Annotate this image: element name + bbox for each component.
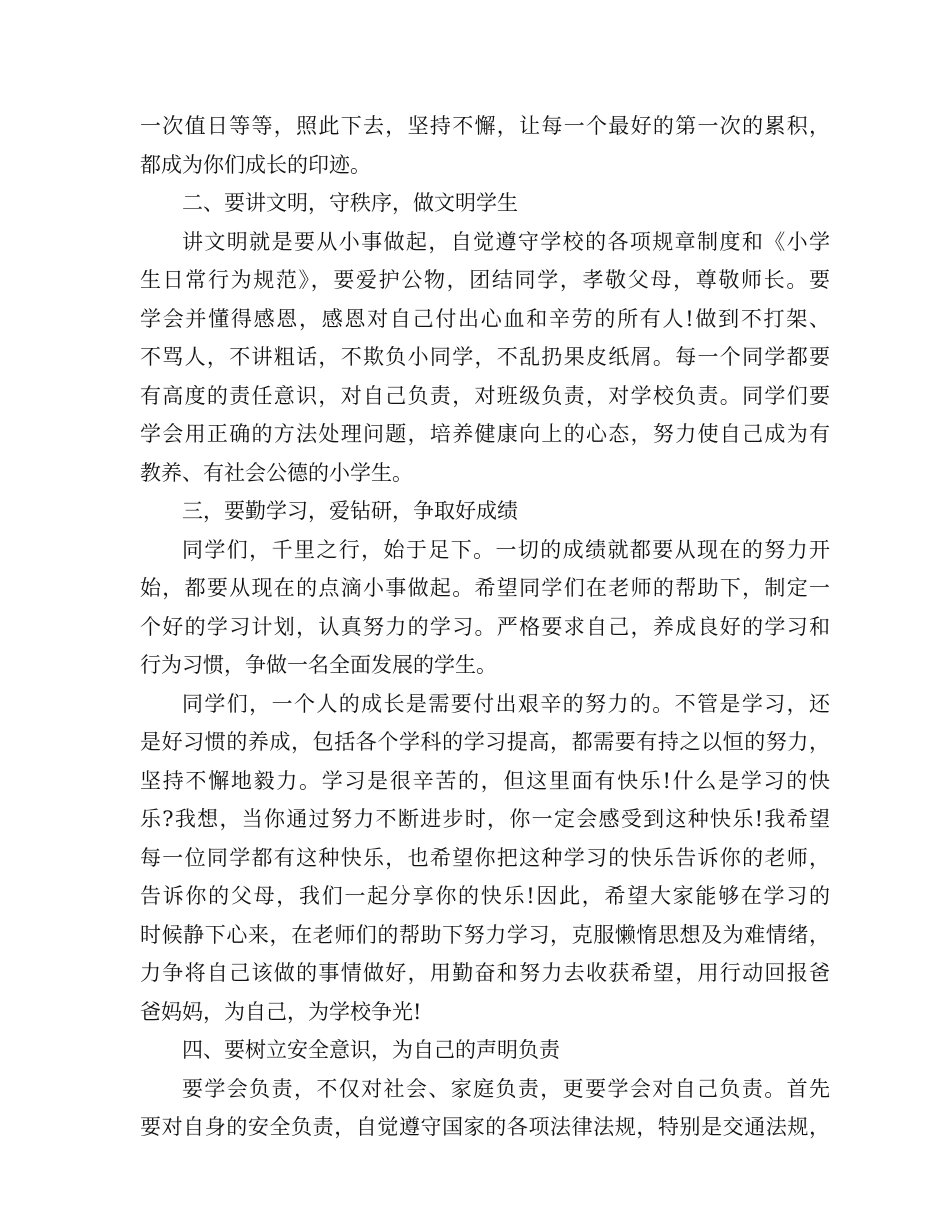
text-line: 行为习惯，争做一名全面发展的学生。 (140, 653, 497, 677)
body-text (140, 107, 830, 1147)
text-line: 四、要树立安全意识，为自己的声明负责 (182, 1038, 560, 1062)
text-line: 要学会负责，不仅对社会、家庭负责，更要学会对自己负责。首先 (182, 1076, 830, 1101)
text-line: 生日常行为规范》，要爱护公物，团结同学，孝敬父母，尊敬师长。要 (140, 268, 830, 292)
text-line: 力争将自己该做的事情做好，用勤奋和努力去收获希望，用行动回报爸 (140, 961, 830, 985)
text-line: 讲文明就是要从小事做起，自觉遵守学校的各项规章制度和《小学 (182, 229, 830, 254)
text-line: 每一位同学都有这种快乐，也希望你把这种学习的快乐告诉你的老师， (140, 845, 830, 870)
text-line: 同学们，千里之行，始于足下。一切的成绩就都要从现在的努力开 (182, 537, 830, 562)
text-line: 始，都要从现在的点滴小事做起。希望同学们在老师的帮助下，制定一 (140, 576, 830, 600)
text-line: 三，要勤学习，爱钻研，争取好成绩 (182, 499, 518, 523)
text-line: 教养、有社会公德的小学生。 (140, 460, 413, 485)
text-line: 乐?我想，当你通过努力不断进步时，你一定会感受到这种快乐!我希望 (140, 807, 830, 831)
text-line: 爸妈妈，为自己，为学校争光! (140, 999, 422, 1024)
text-line: 有高度的责任意识，对自己负责，对班级负责，对学校负责。同学们要 (140, 383, 830, 408)
text-line: 二、要讲文明，守秩序，做文明学生 (182, 191, 518, 215)
text-line: 学会并懂得感恩，感恩对自己付出心血和辛劳的所有人!做到不打架、 (140, 306, 830, 331)
text-line: 都成为你们成长的印迹。 (140, 152, 371, 177)
text-line: 学会用正确的方法处理问题，培养健康向上的心态，努力使自己成为有 (140, 422, 830, 446)
text-line: 时候静下心来，在老师们的帮助下努力学习，克服懒惰思想及为难情绪， (140, 922, 830, 947)
text-line: 要对自身的安全负责，自觉遵守国家的各项法律法规，特别是交通法规， (140, 1115, 830, 1139)
text-line: 不骂人，不讲粗话，不欺负小同学，不乱扔果皮纸屑。每一个同学都要 (140, 345, 830, 369)
text-line: 一次值日等等，照此下去，坚持不懈，让每一个最好的第一次的累积， (140, 114, 830, 138)
text-line: 告诉你的父母，我们一起分享你的快乐!因此，希望大家能够在学习的 (140, 884, 830, 908)
text-line: 坚持不懈地毅力。学习是很辛苦的，但这里面有快乐!什么是学习的快 (140, 768, 830, 793)
text-line: 同学们，一个人的成长是需要付出艰辛的努力的。不管是学习，还 (182, 691, 830, 716)
text-line: 是好习惯的养成，包括各个学科的学习提高，都需要有持之以恒的努力， (140, 730, 830, 754)
text-line: 个好的学习计划，认真努力的学习。严格要求自己，养成良好的学习和 (140, 614, 830, 639)
